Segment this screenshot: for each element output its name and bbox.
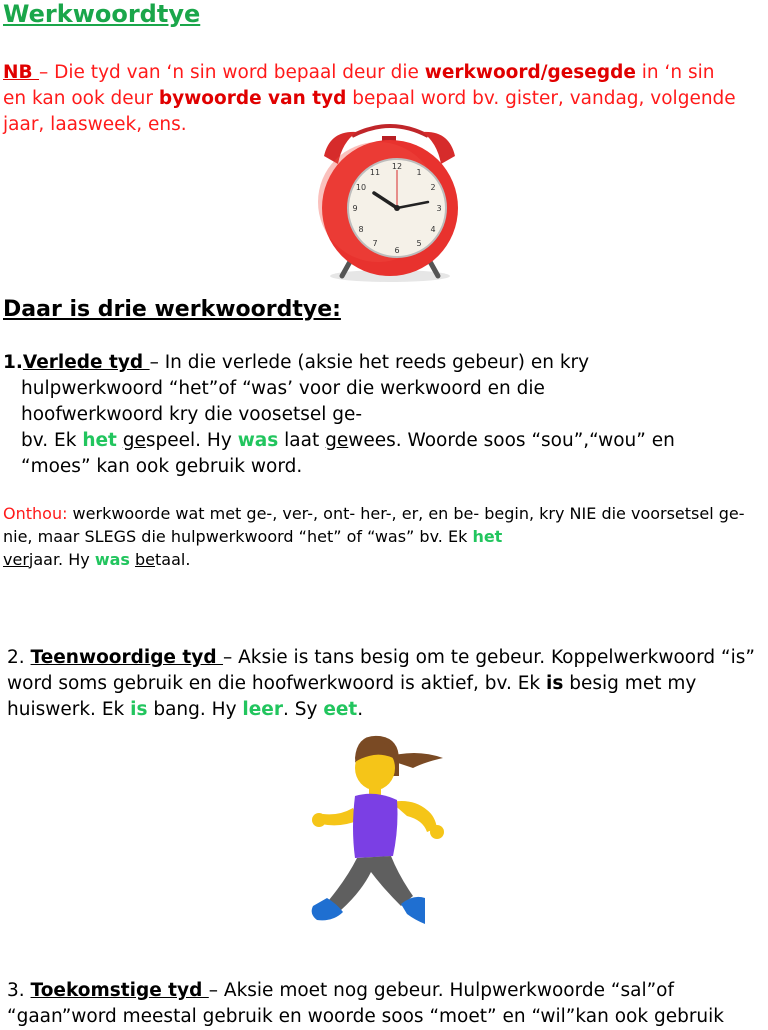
svg-text:11: 11 [369,168,381,177]
toekomstige-tyd-section [7,978,762,1030]
verlede-tyd-section [3,350,763,480]
prefix-ge: ge [325,430,349,451]
nb-text-2: in ‘n sin en kan ook deur [3,62,715,109]
word-het: het [472,527,503,546]
word-leer: leer [242,699,283,720]
toek-text: – Aksie moet nog gebeur. Hulpwerkwoorde “sal”of “gaan”word meestal gebruik en woorde soos “moet” en “wil”kan ook gebruik [7,980,725,1027]
teen-text-2: besig met my huiswerk. Ek [7,673,697,720]
verlede-example [3,428,763,454]
running-woman-icon [295,728,470,938]
verlede-ex-text-2: speel. Hy [145,430,238,451]
section-heading: Daar is drie werkwoordtye: [3,297,341,322]
verlede-ex-text-1: bv. Ek [21,430,83,451]
svg-text:10: 10 [355,183,367,192]
onthou-label: Onthou: [3,504,68,523]
word-het: het [82,430,117,451]
onthou-text-3: taal. [155,550,191,569]
nb-text-3: bepaal word bv. gister, vandag, volgende jaar, laasweek, ens. [3,88,736,135]
word-was: was [237,430,279,451]
svg-text:7: 7 [372,239,378,248]
teen-text-4: . Sy [282,699,324,720]
nb-bold-1: werkwoord/gesegde [424,62,636,83]
word-eet: eet [323,699,358,720]
nb-text-1: – Die tyd van ‘n sin word bepaal deur die [39,62,425,83]
teen-number: 2. [7,647,31,668]
svg-text:8: 8 [358,225,364,234]
verlede-ex-text-4: wees. Woorde soos “sou”,“wou” en [348,430,675,451]
svg-text:12: 12 [391,162,403,171]
word-is: is [130,699,148,720]
nb-label: NB [3,62,40,83]
onthou-text: werkwoorde wat met ge-, ver-, ont- her-, er, en be- begin, kry NIE die voorsetsel ge- nie, maar SLEGS die hulpwerkwoord “het” of “was” bv. Ek [3,504,745,546]
toek-title: Toekomstige tyd [30,980,209,1001]
verlede-line-5: “moes” kan ook gebruik word. [21,456,303,477]
prefix-ver: ver [3,550,29,569]
verlede-title: Verlede tyd [22,352,150,373]
teen-title: Teenwoordige tyd [30,647,224,668]
onthou-note [3,502,763,571]
svg-text:2: 2 [430,183,436,192]
verlede-number: 1. [3,352,23,373]
onthou-text-2: jaar. Hy [28,550,95,569]
prefix-ge: ge [122,430,146,451]
svg-text:4: 4 [430,225,436,234]
word-was: was [94,550,130,569]
svg-text:1: 1 [416,168,422,177]
teenwoordige-tyd-section [7,645,762,723]
svg-text:5: 5 [416,239,422,248]
svg-text:9: 9 [352,204,358,213]
page-title: Werkwoordtye [3,0,201,28]
teen-text-5: . [357,699,364,720]
svg-text:3: 3 [436,204,442,213]
nb-bold-2: bywoorde van tyd [158,88,347,109]
toek-number: 3. [7,980,31,1001]
verlede-line-1: – In die verlede (aksie het reeds gebeur) en kry [149,352,590,373]
verlede-line-2: hulpwerkwoord “het”of “was’ voor die werkwoord en die [21,378,545,399]
teen-text-3: bang. Hy [147,699,243,720]
teen-text-1: – Aksie is tans besig om te gebeur. Koppelwerkwoord “is” word soms gebruik en die hoofwerkwoord is aktief, bv. Ek [7,647,755,694]
svg-text:6: 6 [394,246,400,255]
word-is: is [546,673,564,694]
prefix-be: be [135,550,156,569]
verlede-ex-text-3: laat [278,430,326,451]
verlede-line-3: hoofwerkwoord kry die voosetsel ge- [21,404,363,425]
alarm-clock-icon [312,118,467,283]
